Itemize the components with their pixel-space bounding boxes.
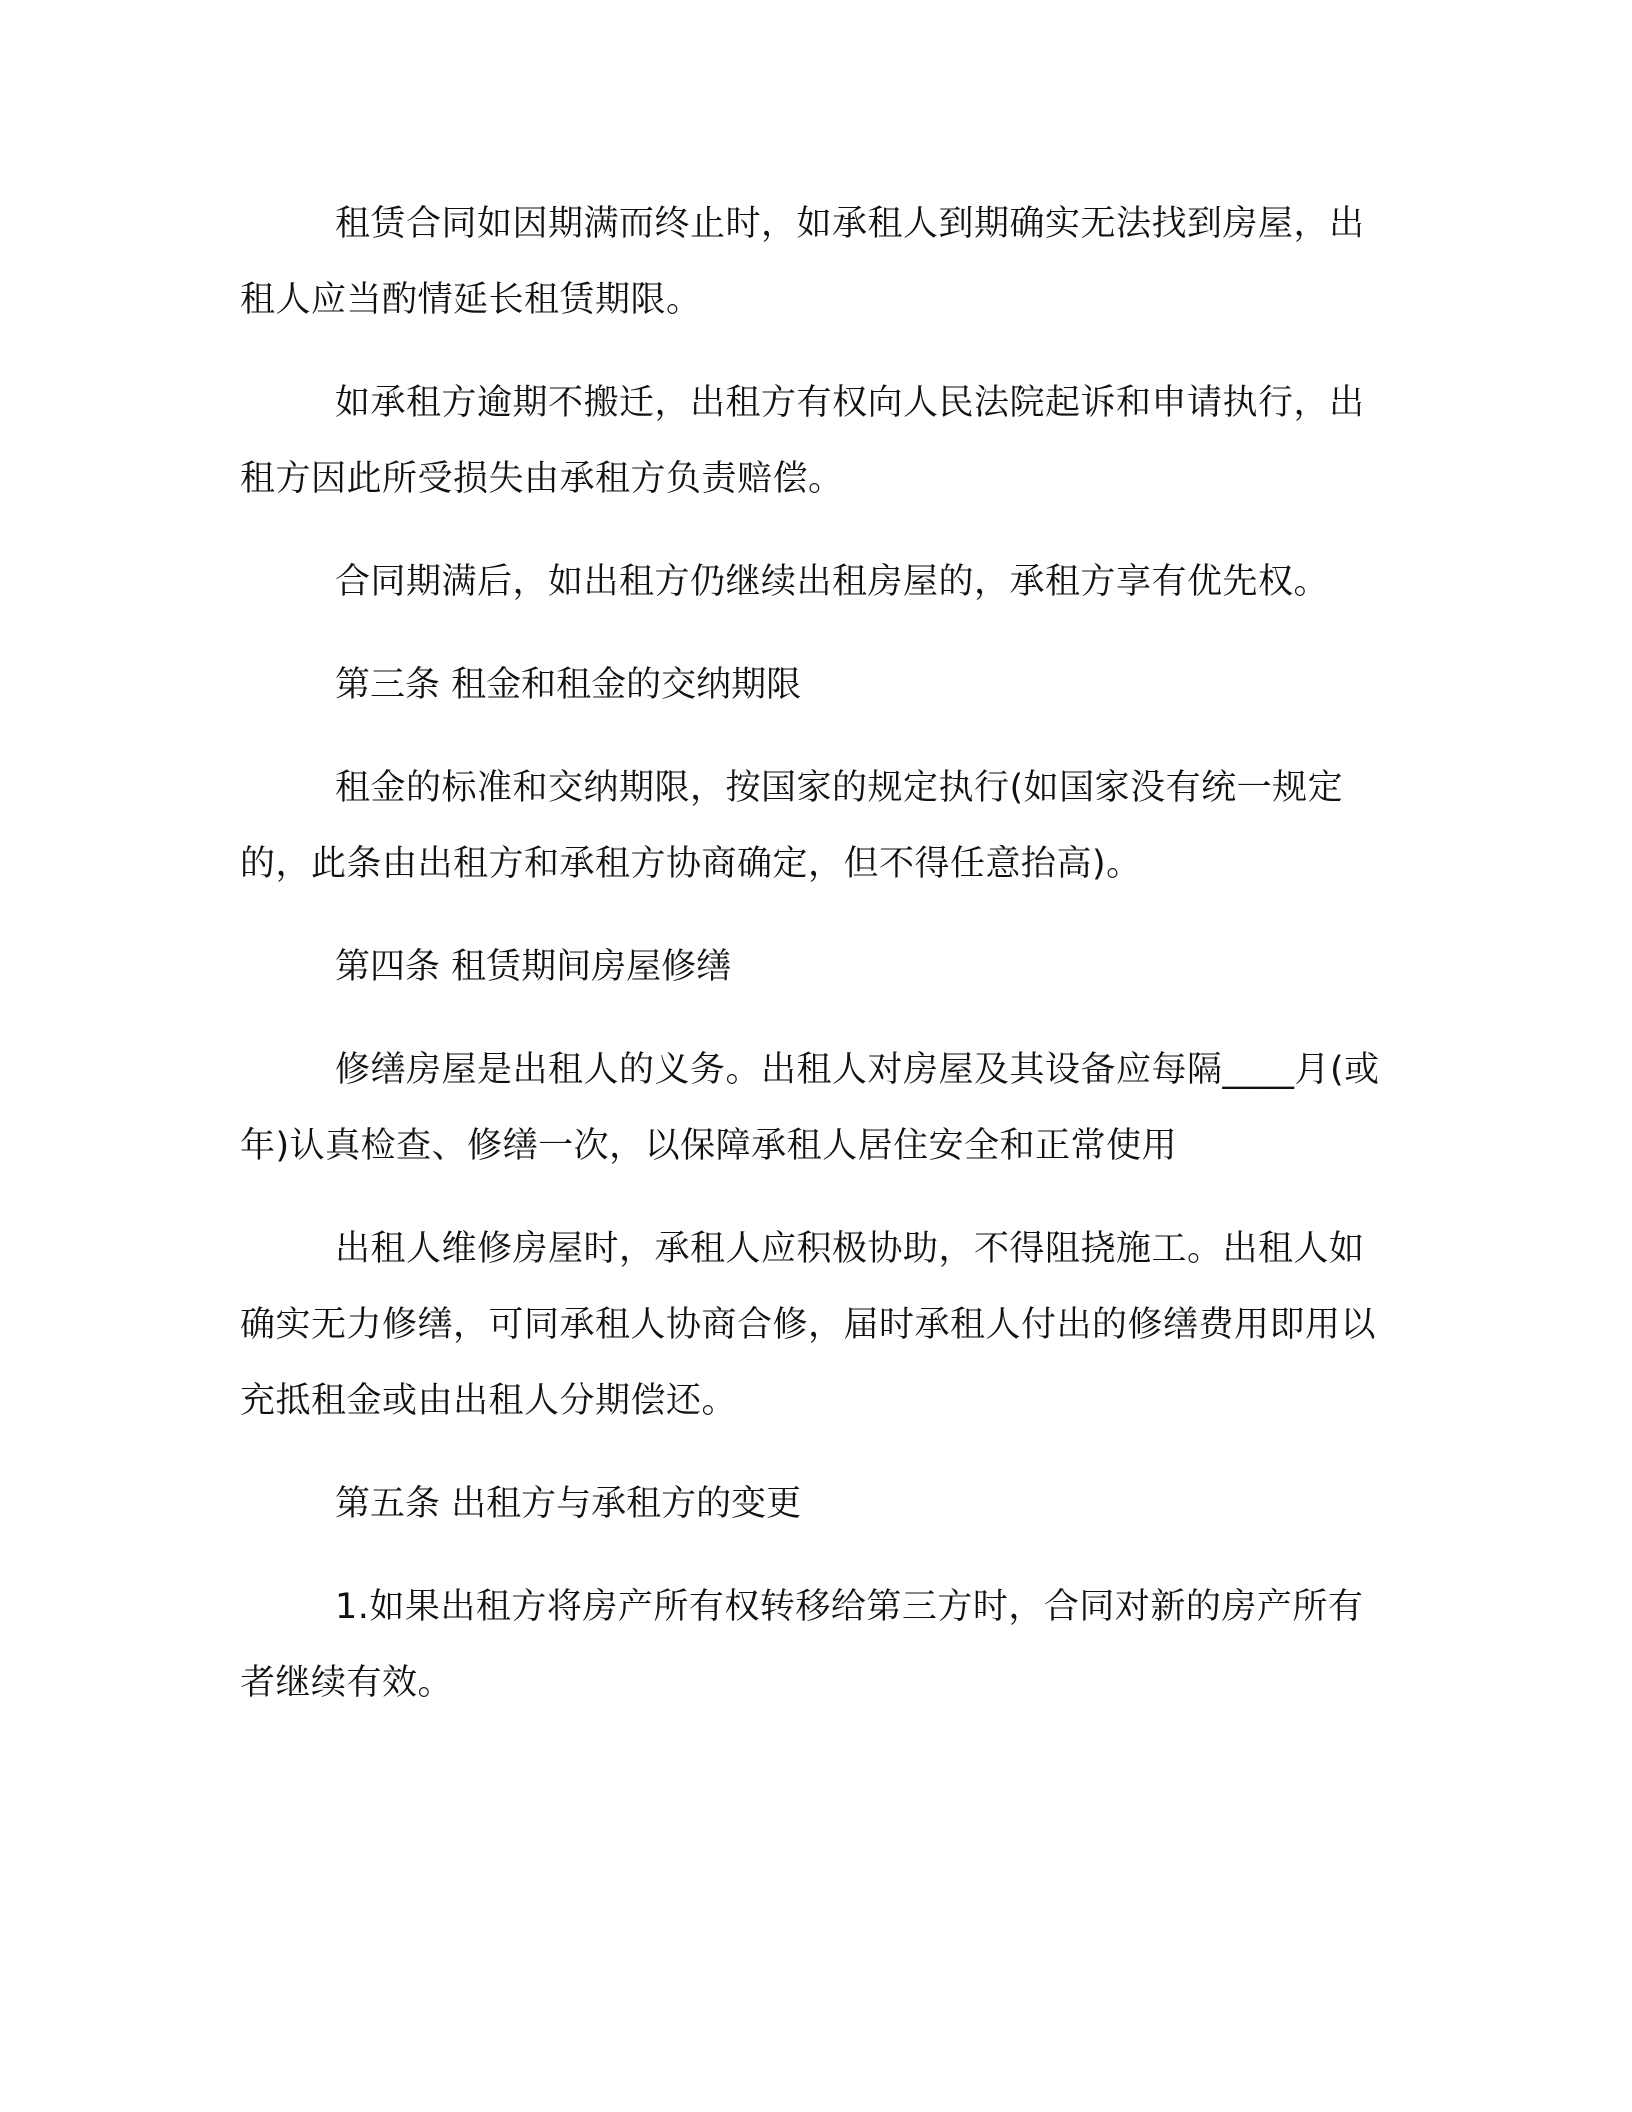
paragraph-repair-cooperation: 出租人维修房屋时，承租人应积极协助，不得阻挠施工。出租人如确实无力修缮，可同承租人协商合修，届时承租人付出的修缮费用即用以充抵租金或由出租人分期偿还。 (240, 1229, 1377, 1421)
paragraph-lease-expiry: 租赁合同如因期满而终止时，如承租人到期确实无法找到房屋，出租人应当酌情延长租赁期限。 (240, 204, 1365, 320)
document-body (240, 186, 1390, 1721)
heading-article-5: 第五条 出租方与承租方的变更 (335, 1484, 802, 1524)
paragraph-rent-standard: 租金的标准和交纳期限，按国家的规定执行(如国家没有统一规定的，此条由出租方和承租方协商确定，但不得任意抬高)。 (240, 768, 1344, 884)
paragraph-overdue-relocation: 如承租方逾期不搬迁，出租方有权向人民法院起诉和申请执行，出租方因此所受损失由承租方负责赔偿。 (240, 383, 1365, 499)
paragraph-priority-right: 合同期满后，如出租方仍继续出租房屋的，承租方享有优先权。 (335, 562, 1330, 602)
heading-article-4: 第四条 租赁期间房屋修缮 (335, 947, 732, 987)
paragraph-repair-duty: 修缮房屋是出租人的义务。出租人对房屋及其设备应每隔____月(或年)认真检查、修缮一次，以保障承租人居住安全和正常使用 (240, 1050, 1380, 1166)
paragraph-ownership-transfer: 1.如果出租方将房产所有权转移给第三方时，合同对新的房产所有者继续有效。 (240, 1587, 1364, 1703)
heading-article-3: 第三条 租金和租金的交纳期限 (335, 665, 802, 705)
